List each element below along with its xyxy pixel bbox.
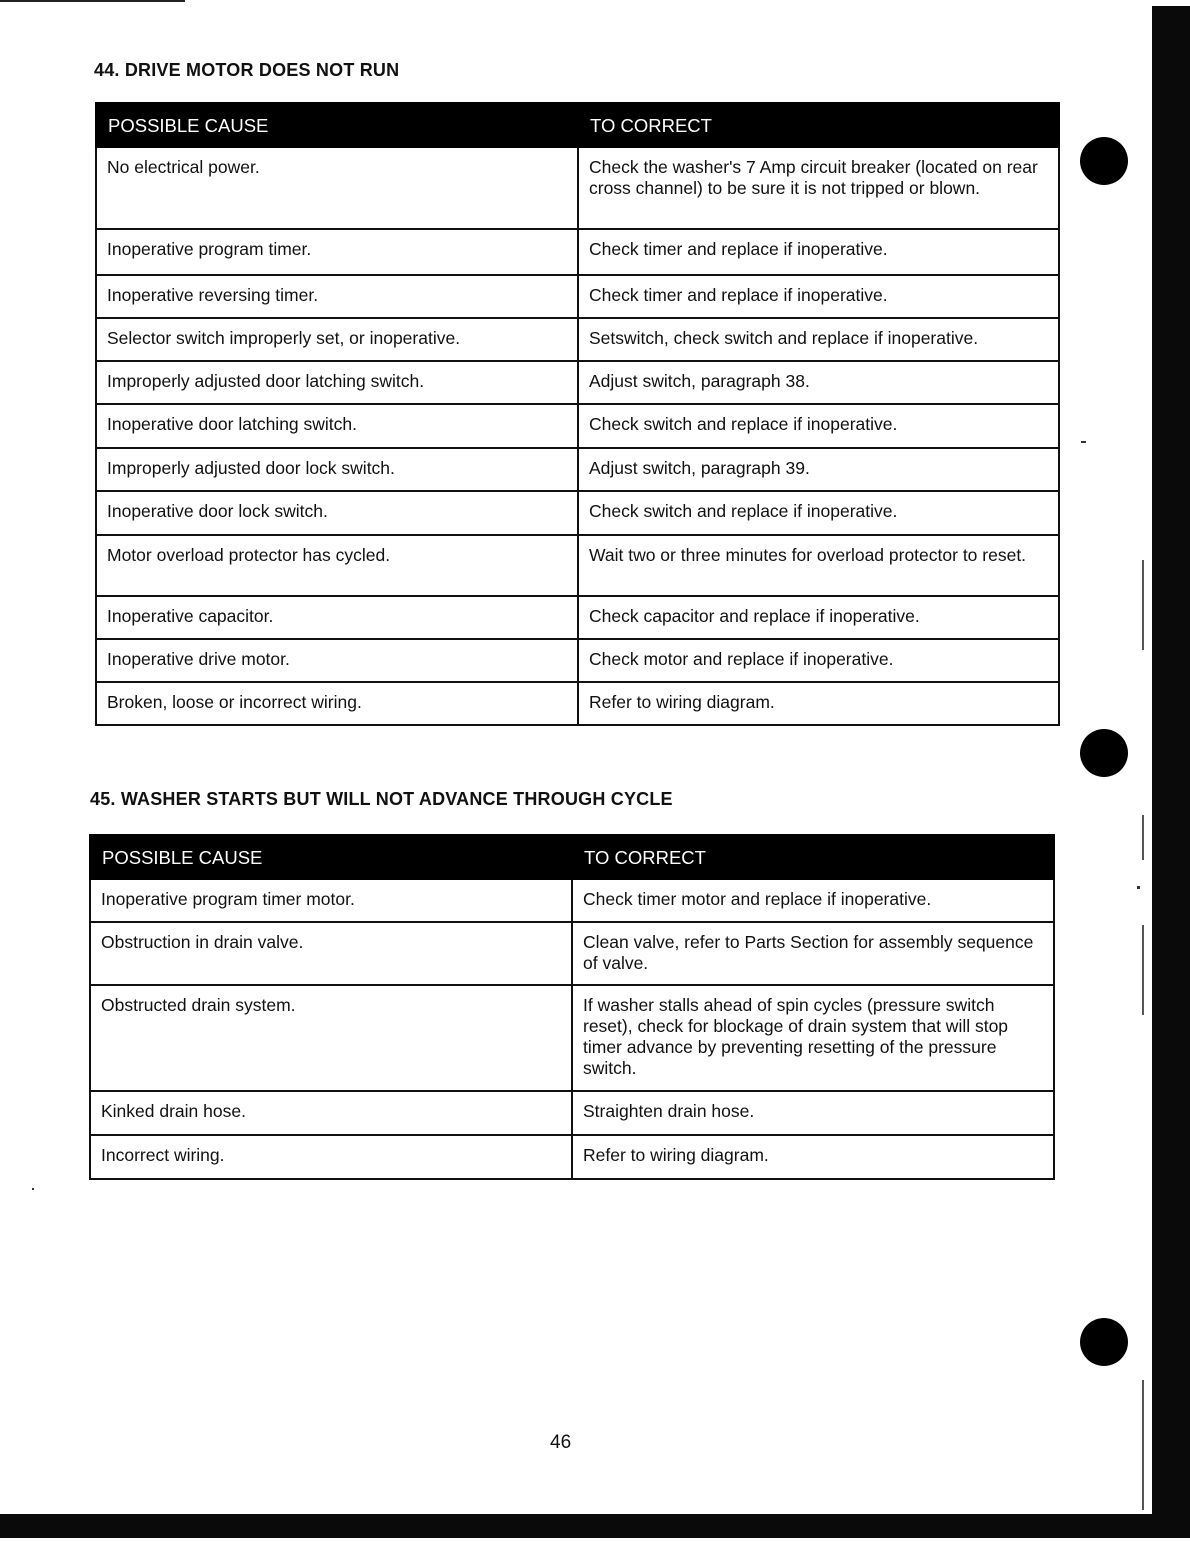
cause-cell: Broken, loose or incorrect wiring. <box>96 682 578 725</box>
troubleshooting-table <box>95 102 1060 726</box>
cause-cell: Improperly adjusted door latching switch. <box>96 361 578 404</box>
speck <box>1137 886 1140 889</box>
speck <box>32 1188 34 1190</box>
punch-hole <box>1080 1318 1128 1366</box>
correct-cell: Check switch and replace if inoperative. <box>578 491 1059 535</box>
edge-mark <box>1142 815 1144 860</box>
cause-cell: Inoperative capacitor. <box>96 596 578 639</box>
header-possible-cause: POSSIBLE CAUSE <box>96 103 578 147</box>
table-row <box>90 922 1054 985</box>
cause-cell: Inoperative program timer. <box>96 229 578 275</box>
table-row <box>96 535 1059 596</box>
header-row <box>90 835 1054 879</box>
bottom-edge <box>0 1514 1190 1538</box>
correct-cell: Adjust switch, paragraph 38. <box>578 361 1059 404</box>
correct-cell: Straighten drain hose. <box>572 1091 1054 1135</box>
header-possible-cause: POSSIBLE CAUSE <box>90 835 572 879</box>
edge-mark <box>1142 925 1144 1015</box>
speck <box>1081 441 1086 443</box>
correct-cell: Check switch and replace if inoperative. <box>578 404 1059 448</box>
table-row <box>96 682 1059 725</box>
cause-cell: Kinked drain hose. <box>90 1091 572 1135</box>
section-title: 44. DRIVE MOTOR DOES NOT RUN <box>94 60 400 80</box>
table-row <box>90 1135 1054 1179</box>
table-row <box>96 147 1059 229</box>
cause-cell: No electrical power. <box>96 147 578 229</box>
top-rule <box>0 0 185 2</box>
table-row <box>90 985 1054 1091</box>
table-row <box>96 229 1059 275</box>
cause-cell: Inoperative reversing timer. <box>96 275 578 318</box>
correct-cell: Refer to wiring diagram. <box>572 1135 1054 1179</box>
section-title: 45. WASHER STARTS BUT WILL NOT ADVANCE THROUGH CYCLE <box>90 789 673 809</box>
table-row <box>96 275 1059 318</box>
correct-cell: Check the washer's 7 Amp circuit breaker (located on rear cross channel) to be sure it is not tripped or blown. <box>578 147 1059 229</box>
table-row <box>96 596 1059 639</box>
cause-cell: Inoperative drive motor. <box>96 639 578 682</box>
correct-cell: Check timer and replace if inoperative. <box>578 275 1059 318</box>
cause-cell: Inoperative door lock switch. <box>96 491 578 535</box>
table-row <box>96 404 1059 448</box>
correct-cell: Check timer and replace if inoperative. <box>578 229 1059 275</box>
edge-mark <box>1142 560 1144 650</box>
punch-hole <box>1080 137 1128 185</box>
cause-cell: Inoperative program timer motor. <box>90 879 572 922</box>
cause-cell: Selector switch improperly set, or inoperative. <box>96 318 578 361</box>
table-row <box>96 639 1059 682</box>
correct-cell: Refer to wiring diagram. <box>578 682 1059 725</box>
header-row <box>96 103 1059 147</box>
edge-mark <box>1142 1380 1144 1510</box>
table-row <box>96 318 1059 361</box>
table-row <box>90 879 1054 922</box>
correct-cell: Clean valve, refer to Parts Section for assembly sequence of valve. <box>572 922 1054 985</box>
troubleshooting-table <box>89 834 1055 1180</box>
correct-cell: Check capacitor and replace if inoperative. <box>578 596 1059 639</box>
cause-cell: Improperly adjusted door lock switch. <box>96 448 578 491</box>
correct-cell: Setswitch, check switch and replace if inoperative. <box>578 318 1059 361</box>
header-to-correct: TO CORRECT <box>578 103 1059 147</box>
table-row <box>90 1091 1054 1135</box>
cause-cell: Obstructed drain system. <box>90 985 572 1091</box>
cause-cell: Inoperative door latching switch. <box>96 404 578 448</box>
table-row <box>96 448 1059 491</box>
correct-cell: Adjust switch, paragraph 39. <box>578 448 1059 491</box>
table-row <box>96 491 1059 535</box>
correct-cell: Check motor and replace if inoperative. <box>578 639 1059 682</box>
cause-cell: Motor overload protector has cycled. <box>96 535 578 596</box>
cause-cell: Incorrect wiring. <box>90 1135 572 1179</box>
correct-cell: Wait two or three minutes for overload protector to reset. <box>578 535 1059 596</box>
binding-edge <box>1152 6 1190 1516</box>
header-to-correct: TO CORRECT <box>572 835 1054 879</box>
correct-cell: If washer stalls ahead of spin cycles (pressure switch reset), check for blockage of drain system that will stop timer advance by preventing resetting of the pressure switch. <box>572 985 1054 1091</box>
table-row <box>96 361 1059 404</box>
punch-hole <box>1080 729 1128 777</box>
correct-cell: Check timer motor and replace if inoperative. <box>572 879 1054 922</box>
page-number: 46 <box>550 1432 572 1453</box>
cause-cell: Obstruction in drain valve. <box>90 922 572 985</box>
